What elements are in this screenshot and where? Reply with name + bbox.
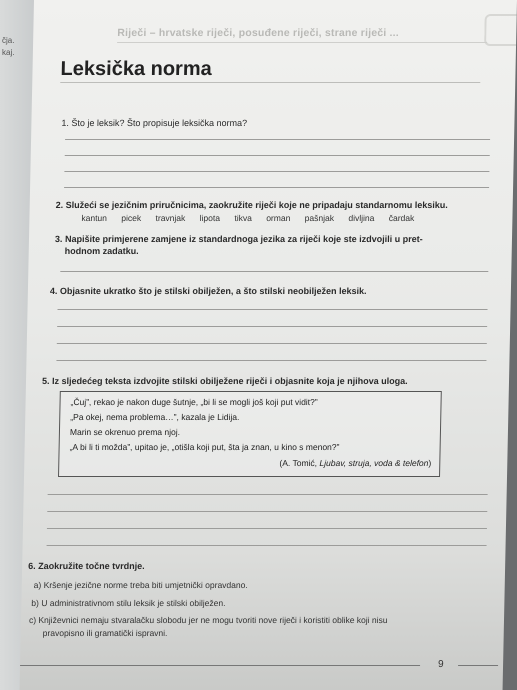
facing-page-fragment: kaj.: [2, 48, 15, 57]
word-item[interactable]: travnjak: [155, 213, 186, 223]
word-item[interactable]: čardak: [388, 213, 415, 223]
word-item[interactable]: lipota: [199, 213, 221, 223]
excerpt-line: „A bi li ti možda”, upitao je, „otišla koji put, šta ja znan, u kino s menon?”: [69, 442, 340, 452]
word-item[interactable]: divljina: [348, 213, 375, 223]
answer-line[interactable]: [57, 343, 487, 344]
answer-line[interactable]: [58, 309, 488, 310]
answer-line[interactable]: [60, 271, 488, 272]
word-item[interactable]: picek: [121, 213, 142, 223]
literary-excerpt-box: [58, 391, 442, 477]
question-6: [28, 560, 145, 572]
question-number: 5.: [41, 376, 50, 386]
answer-line[interactable]: [57, 326, 487, 327]
question-text: Zaokružite točne tvrdnje.: [38, 561, 145, 571]
question-number: 1.: [61, 118, 70, 128]
citation-end: ): [428, 458, 432, 468]
question-text-continued: hodnom zadatku.: [64, 246, 139, 256]
answer-line[interactable]: [65, 139, 490, 140]
footer-divider-right: [458, 665, 498, 666]
question-3: [55, 233, 496, 257]
question-4: [50, 285, 367, 297]
workbook-page: [20, 0, 517, 690]
answer-line[interactable]: [47, 545, 487, 546]
question-number: 6.: [28, 561, 36, 571]
citation-author: (A. Tomić,: [279, 458, 320, 468]
question-text: Iz sljedećeg teksta izdvojite stilski obilježene riječi i objasnite koja je njihova uloga.: [51, 376, 408, 386]
question-text: Objasnite ukratko što je stilski obilježen, a što stilski neobilježen leksik.: [59, 286, 367, 296]
question-number: 2.: [55, 200, 64, 210]
excerpt-line: „Pa okej, nema problema…”, kazala je Lidija.: [70, 412, 240, 422]
question-text: Što je leksik? Što propisuje leksička norma?: [71, 118, 248, 128]
question-5: [42, 375, 408, 387]
word-item[interactable]: orman: [266, 213, 291, 223]
facing-page-fragment: čja.: [2, 36, 15, 45]
answer-line[interactable]: [64, 187, 489, 188]
word-list: [81, 213, 426, 223]
answer-line[interactable]: [47, 511, 487, 512]
excerpt-citation: [279, 458, 431, 468]
chapter-header: Riječi – hrvatske riječi, posuđene riječi, strane riječi ...: [117, 27, 400, 39]
word-item[interactable]: kantun: [81, 213, 108, 223]
excerpt-line: „Čuj”, rekao je nakon duge šutnje, „bi li se mogli još koji put vidit?”: [70, 397, 318, 407]
citation-title: Ljubav, struja, voda & telefon: [319, 458, 429, 468]
excerpt-line: Marin se okrenuo prema njoj.: [69, 427, 181, 437]
question-1: [61, 117, 247, 129]
page-tab-decoration: [484, 14, 517, 46]
question-2: [56, 199, 448, 211]
statement-b[interactable]: b) U administrativnom stilu leksik je stilski obilježen.: [31, 598, 226, 608]
statement-a[interactable]: a) Kršenje jezične norme treba biti umjetnički opravdano.: [33, 580, 248, 590]
page-number: 9: [437, 659, 444, 670]
statement-c-continued: pravopisno ili gramatički ispravni.: [42, 628, 168, 638]
answer-line[interactable]: [56, 360, 486, 361]
word-item[interactable]: tikva: [234, 213, 252, 223]
question-text: Služeći se jezičnim priručnicima, zaokružite riječi koje ne pripadaju standarnomu leksiku.: [65, 200, 448, 210]
statement-c[interactable]: c) Književnici nemaju stvaralačku slobodu jer ne mogu tvoriti nove riječi i koristiti oblike koji nisu: [28, 615, 388, 625]
footer-divider: [20, 665, 420, 666]
answer-line[interactable]: [48, 494, 488, 495]
question-number: 3.: [54, 234, 63, 244]
word-item[interactable]: pašnjak: [304, 213, 335, 223]
title-divider: [60, 82, 480, 83]
answer-line[interactable]: [65, 155, 490, 156]
question-number: 4.: [49, 286, 58, 296]
header-divider: [117, 42, 487, 43]
answer-line[interactable]: [64, 171, 489, 172]
answer-line[interactable]: [47, 528, 487, 529]
page-title: Leksička norma: [60, 58, 212, 80]
question-text: Napišite primjerene zamjene iz standardnoga jezika za riječi koje ste izdvojili u pret-: [64, 234, 423, 244]
